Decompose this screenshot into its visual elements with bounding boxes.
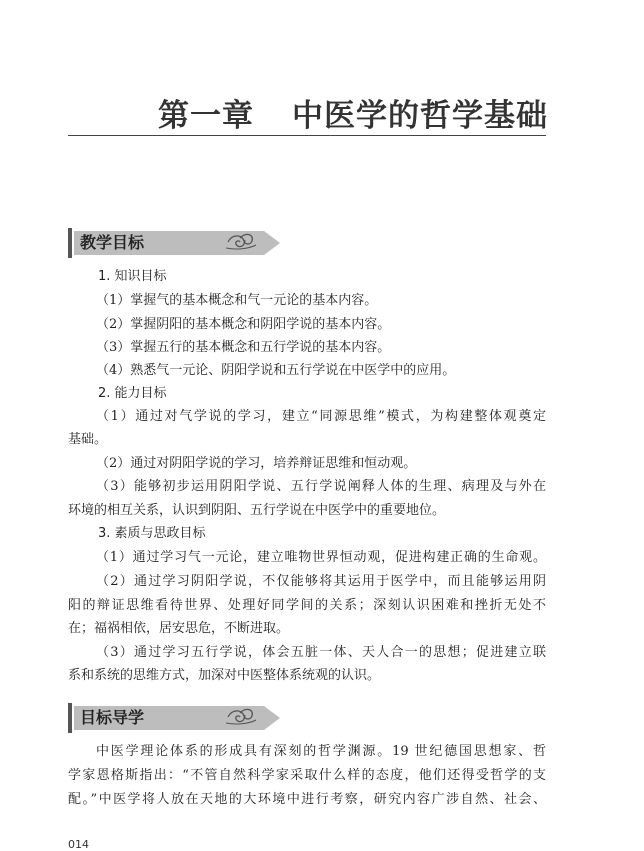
cloud-scroll-icon <box>168 222 280 256</box>
knowledge-item-3: （3）掌握五行的基本概念和五行学说的基本内容。 <box>96 340 391 355</box>
intro-line-1: 中医学理论体系的形成具有深刻的哲学渊源。19 世纪德国思想家、哲 <box>96 744 546 759</box>
subheading-ability: 2. 能力目标 <box>98 386 167 401</box>
intro-line-3: 配。”中医学将人放在天地的大环境中进行考察，研究内容广涉自然、社会、 <box>68 792 546 807</box>
quality-item-2-line-3: 在；福祸相依，居安思危，不断进取。 <box>68 621 290 636</box>
chapter-number: 第一章 <box>158 98 254 134</box>
quality-item-2-line-2: 阳的辩证思维看待世界、处理好同学间的关系；深刻认识困难和挫折无处不 <box>68 598 546 613</box>
quality-item-3-line-2: 系和系统的思维方式，加深对中医整体系统观的认识。 <box>68 668 381 683</box>
subheading-quality: 3. 素质与思政目标 <box>98 526 206 541</box>
quality-item-1: （1）通过学习气一元论，建立唯物世界恒动观，促进构建正确的生命观。 <box>96 550 546 565</box>
heading-label: 目标导学 <box>80 708 145 727</box>
ability-item-3-line-2: 环境的相互关系，认识到阴阳、五行学说在中医学中的重要地位。 <box>68 503 446 518</box>
knowledge-item-2: （2）掌握阴阳的基本概念和阴阳学说的基本内容。 <box>96 317 391 332</box>
quality-item-3-line-1: （3）通过学习五行学说，体会五脏一体、天人合一的思想；促进建立联 <box>96 645 546 660</box>
chapter-title <box>158 90 548 135</box>
chapter-name: 中医学的哲学基础 <box>292 98 548 134</box>
knowledge-item-4: （4）熟悉气一元论、阴阳学说和五行学说在中医学中的应用。 <box>96 363 456 378</box>
section-heading-teaching-goals <box>68 228 218 258</box>
page-number: 014 <box>68 838 89 851</box>
quality-item-2-line-1: （2）通过学习阴阳学说，不仅能够将其运用于医学中，而且能够运用阴 <box>96 574 546 589</box>
subheading-knowledge: 1. 知识目标 <box>98 269 167 284</box>
cloud-scroll-icon <box>168 697 280 731</box>
section-heading-goal-guide <box>68 703 218 733</box>
heading-bar <box>68 703 72 733</box>
ability-item-2: （2）通过对阴阳学说的学习，培养辩证思维和恒动观。 <box>96 456 417 471</box>
intro-line-2: 学家恩格斯指出：“不管自然科学家采取什么样的态度，他们还得受哲学的支 <box>68 768 546 783</box>
heading-bar <box>68 228 72 258</box>
heading-label: 教学目标 <box>80 233 145 252</box>
ability-item-1-line-1: （1）通过对气学说的学习，建立“同源思维”模式，为构建整体观奠定 <box>96 409 546 424</box>
ability-item-3-line-1: （3）能够初步运用阴阳学说、五行学说阐释人体的生理、病理及与外在 <box>96 479 546 494</box>
ability-item-1-line-2: 基础。 <box>68 432 108 447</box>
title-rule <box>68 135 546 136</box>
knowledge-item-1: （1）掌握气的基本概念和气一元论的基本内容。 <box>96 293 378 308</box>
